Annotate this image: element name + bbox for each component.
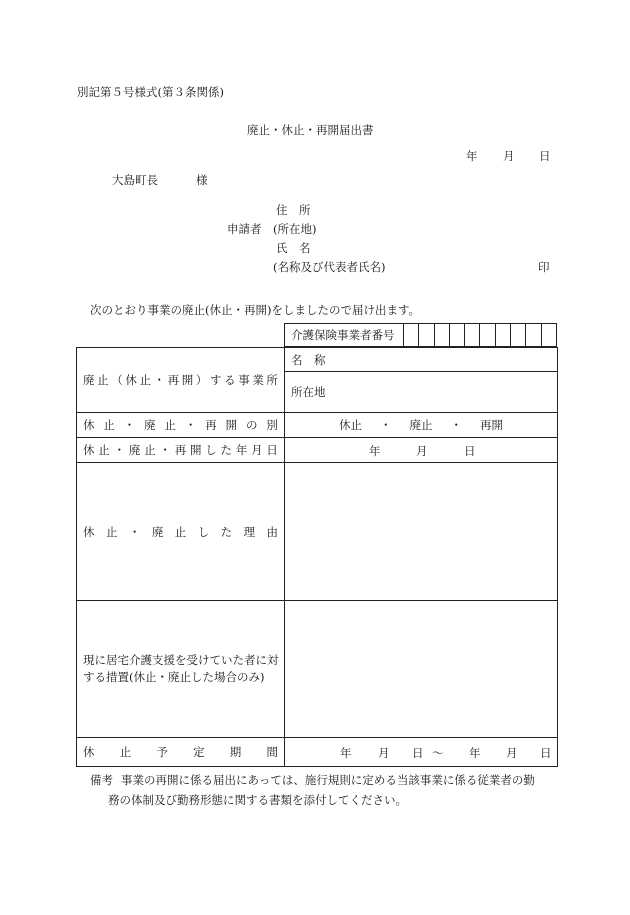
reason-input-cell[interactable] <box>285 463 558 601</box>
addressee-honorific: 様 <box>196 173 208 187</box>
type-separator: ・ <box>380 418 392 432</box>
location-label: (所在地) <box>273 222 317 236</box>
form-number: 別記第５号様式(第３条関係) <box>77 85 224 99</box>
provider-number-digit[interactable] <box>526 324 541 347</box>
seal-mark: 印 <box>538 260 550 274</box>
document-title: 廃止・休止・再開届出書 <box>247 123 374 137</box>
type-label: 休 止 ・ 廃 止 ・ 再 開 の 別 <box>83 418 278 432</box>
date-year-label: 年 <box>466 149 478 163</box>
period-label-cell <box>77 738 285 767</box>
period-value <box>285 745 557 759</box>
type-option-resume[interactable]: 再開 <box>480 418 503 432</box>
provider-number-digit[interactable] <box>434 324 449 347</box>
date-value <box>285 443 557 457</box>
period-from-month: 月 <box>378 746 390 760</box>
provider-number-table <box>284 323 557 347</box>
measures-input-cell[interactable] <box>285 601 558 738</box>
date-value-cell[interactable] <box>285 438 558 463</box>
period-to-day: 日 <box>540 746 552 760</box>
provider-number-label: 介護保険事業者番号 <box>285 324 404 347</box>
remarks-line-1: 事業の再開に係る届出にあっては、施行規則に定める当該事業に係る従業者の勤 <box>121 773 535 787</box>
date-month-label: 月 <box>503 149 515 163</box>
date-year: 年 <box>369 444 381 458</box>
reason-label: 休 止 ・ 廃 止 し た 理 由 <box>83 524 278 539</box>
type-options <box>285 417 557 433</box>
provider-number-digit[interactable] <box>511 324 526 347</box>
period-label: 休 止 予 定 期 間 <box>83 745 278 759</box>
date-month: 月 <box>416 444 428 458</box>
name-label: 氏 名 <box>276 241 311 255</box>
type-options-cell[interactable] <box>285 413 558 438</box>
intro-text: 次のとおり事業の廃止(休止・再開)をしましたので届け出ます。 <box>90 303 421 317</box>
office-location-cell[interactable] <box>285 372 558 413</box>
period-to-month: 月 <box>506 746 518 760</box>
period-value-cell[interactable] <box>285 738 558 767</box>
office-name-cell[interactable] <box>285 348 558 372</box>
type-label-cell <box>77 413 285 438</box>
provider-number-digit[interactable] <box>541 324 556 347</box>
applicant-label: 申請者 <box>227 222 262 236</box>
period-tilde: ～ <box>432 746 444 760</box>
measures-label: 現に居宅介護支援を受けていた者に対する措置(休止・廃止した場合のみ) <box>77 601 285 738</box>
remarks-line-2: 務の体制及び勤務形態に関する書類を添付してください。 <box>108 793 407 807</box>
date-day: 日 <box>464 444 476 458</box>
provider-number-digit[interactable] <box>419 324 434 347</box>
provider-number-digit[interactable] <box>480 324 495 347</box>
address-label: 住 所 <box>276 203 311 217</box>
reason-label-cell <box>77 463 285 601</box>
type-option-suspend[interactable]: 休止 <box>339 418 362 432</box>
office-label: 廃 止 （ 休 止 ・ 再 開 ） す る 事 業 所 <box>83 373 278 387</box>
type-option-abolish[interactable]: 廃止 <box>409 418 433 432</box>
period-from-year: 年 <box>340 746 352 760</box>
date-day-label: 日 <box>539 149 551 163</box>
name-detail-label: (名称及び代表者氏名) <box>273 260 386 274</box>
date-label-cell <box>77 438 285 463</box>
remarks-label: 備考 <box>90 773 113 787</box>
type-separator: ・ <box>450 418 462 432</box>
office-label-cell <box>77 348 285 413</box>
addressee-name: 大島町長 <box>112 173 158 187</box>
period-to-year: 年 <box>469 746 481 760</box>
main-form-table <box>76 347 558 767</box>
date-label: 休 止 ・ 廃 止 ・ 再 開 し た 年 月 日 <box>83 443 278 457</box>
provider-number-digit[interactable] <box>465 324 480 347</box>
office-name-label: 名 称 <box>291 352 326 367</box>
period-from-day: 日 <box>412 746 424 760</box>
provider-number-digit[interactable] <box>495 324 510 347</box>
provider-number-digit[interactable] <box>404 324 419 347</box>
provider-number-digit[interactable] <box>449 324 464 347</box>
office-location-label: 所在地 <box>291 385 326 399</box>
